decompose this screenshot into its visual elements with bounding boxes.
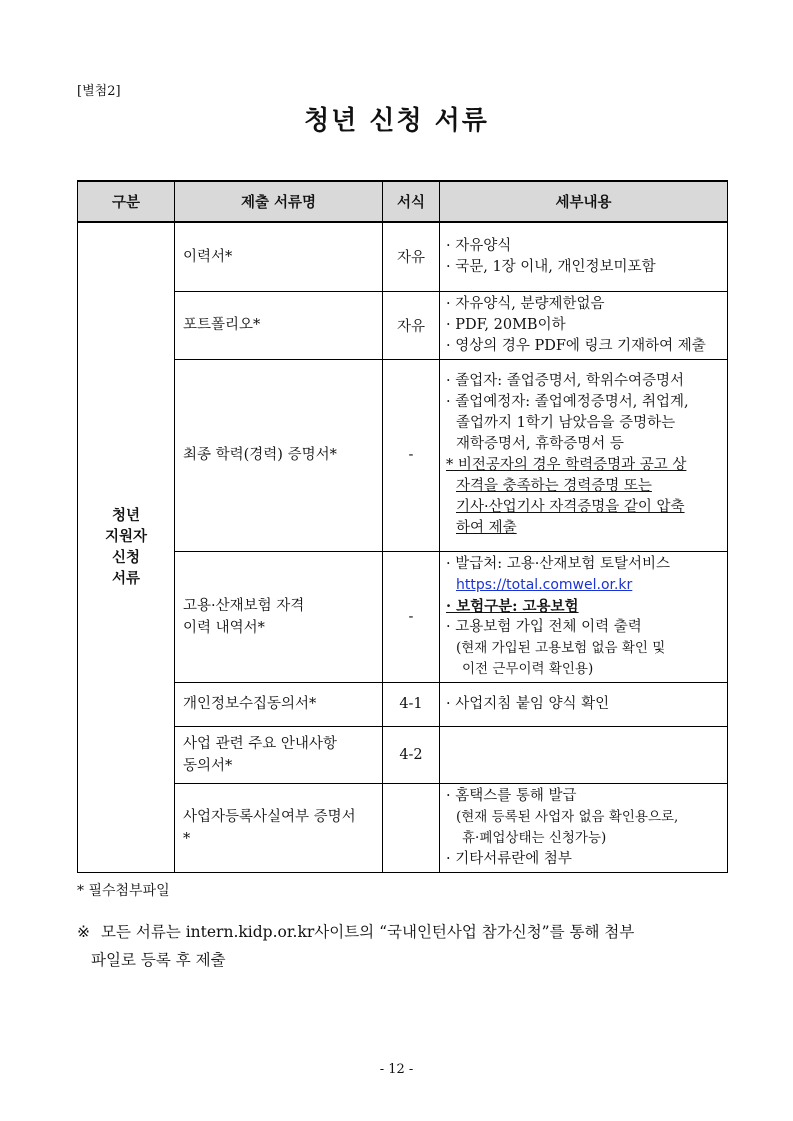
format-cell: 자유 <box>383 222 440 291</box>
detail-line: · 자유양식, 분량제한없음 <box>446 295 605 312</box>
table-row <box>78 291 728 359</box>
document-name-line: 포트폴리오* <box>183 317 261 333</box>
format-cell: 4-2 <box>383 726 440 783</box>
details-cell <box>440 682 728 726</box>
attachment-label: [별첨2] <box>77 84 121 99</box>
document-name-cell <box>175 359 383 551</box>
document-name-cell <box>175 551 383 682</box>
document-name-line: 이력 내역서* <box>183 619 265 636</box>
format-cell: - <box>383 359 440 551</box>
table-row <box>78 551 728 682</box>
category-line: 청년 <box>111 507 140 525</box>
submission-notice <box>77 918 737 974</box>
page-number: - 12 - <box>379 1062 414 1077</box>
document-name-cell <box>175 783 383 872</box>
document-name-line: 동의서* <box>183 757 233 774</box>
format-cell: 자유 <box>383 291 440 359</box>
detail-line: (현재 가입된 고용보험 없음 확인 및 <box>456 639 666 656</box>
detail-line: 하여 제출 <box>456 520 517 536</box>
detail-line: · 발급처: 고용·산재보험 토탈서비스 <box>446 555 671 572</box>
details-cell <box>440 551 728 682</box>
detail-line: · 홈택스를 통해 발급 <box>446 787 577 804</box>
category-line: 지원자 <box>104 528 148 546</box>
column-header-details: 세부내용 <box>440 181 728 222</box>
notice-line-1 <box>77 918 737 946</box>
column-header-category: 구분 <box>78 181 175 222</box>
details-cell <box>440 222 728 291</box>
detail-line: · 자유양식 <box>446 237 512 254</box>
detail-line: · 국문, 1장 이내, 개인정보미포함 <box>446 258 656 275</box>
table-row <box>78 783 728 872</box>
detail-line: · 기타서류란에 첨부 <box>446 850 572 867</box>
document-name-cell <box>175 222 383 291</box>
document-name-line: 고용·산재보험 자격 <box>183 597 305 614</box>
details-cell <box>440 291 728 359</box>
detail-line: · 고용보험 가입 전체 이력 출력 <box>446 618 642 635</box>
table-header-row <box>78 181 728 222</box>
detail-line: * 비전공자의 경우 학력증명과 공고 상 <box>446 457 687 473</box>
detail-line: · 졸업자: 졸업증명서, 학위수여증명서 <box>446 373 685 389</box>
detail-line: · 보험구분: 고용보험 <box>446 597 579 615</box>
detail-line: · 사업지침 붙임 양식 확인 <box>446 695 610 712</box>
page-title: 청년 신청 서류 <box>304 106 489 136</box>
document-name-line: 개인정보수집동의서* <box>183 696 317 712</box>
notice-text-1: 모든 서류는 intern.kidp.or.kr사이트의 “국내인턴사업 참가신청”를 통해 첨부 <box>101 923 635 941</box>
detail-line: · 영상의 경우 PDF에 링크 기재하여 제출 <box>446 337 706 354</box>
document-name-cell <box>175 682 383 726</box>
category-cell <box>78 222 175 872</box>
format-cell <box>383 783 440 872</box>
detail-line: · 졸업예정자: 졸업예정증명서, 취업계, <box>446 394 689 410</box>
detail-line: 졸업까지 1학기 남았음을 증명하는 <box>456 415 676 431</box>
detail-line: 휴·폐업상태는 신청가능) <box>462 829 607 846</box>
notice-text-2: 파일로 등록 후 제출 <box>91 951 226 969</box>
document-name-cell <box>175 726 383 783</box>
documents-table <box>77 180 728 873</box>
reference-mark-icon: ※ <box>77 923 90 941</box>
detail-line: · PDF, 20MB이하 <box>446 316 566 333</box>
category-line: 신청 <box>111 549 140 567</box>
format-cell: - <box>383 551 440 682</box>
table-row <box>78 726 728 783</box>
table-row <box>78 682 728 726</box>
format-cell: 4-1 <box>383 682 440 726</box>
column-header-document-name: 제출 서류명 <box>175 181 383 222</box>
column-header-format: 서식 <box>383 181 440 222</box>
detail-line: 이전 근무이력 확인용) <box>462 660 594 677</box>
details-cell <box>440 783 728 872</box>
document-name-line: * <box>183 830 191 847</box>
document-name-cell <box>175 291 383 359</box>
category-line: 서류 <box>111 570 140 588</box>
table-row <box>78 359 728 551</box>
link-total-comwel[interactable]: https://total.comwel.or.kr <box>456 576 633 593</box>
detail-line: 재학증명서, 휴학증명서 등 <box>456 436 624 452</box>
details-cell <box>440 726 728 783</box>
document-name-line: 사업 관련 주요 안내사항 <box>183 735 337 752</box>
detail-line: 자격을 충족하는 경력증명 또는 <box>456 478 652 494</box>
details-cell <box>440 359 728 551</box>
document-name-line: 사업자등록사실여부 증명서 <box>183 808 356 825</box>
document-name-line: 최종 학력(경력) 증명서* <box>183 447 337 463</box>
required-footnote: * 필수첨부파일 <box>77 883 170 899</box>
detail-line: (현재 등록된 사업자 없음 확인용으로, <box>456 808 679 825</box>
table-row <box>78 222 728 291</box>
document-name-line: 이력서* <box>183 248 233 265</box>
detail-line: 기사·산업기사 자격증명을 같이 압축 <box>456 499 685 515</box>
